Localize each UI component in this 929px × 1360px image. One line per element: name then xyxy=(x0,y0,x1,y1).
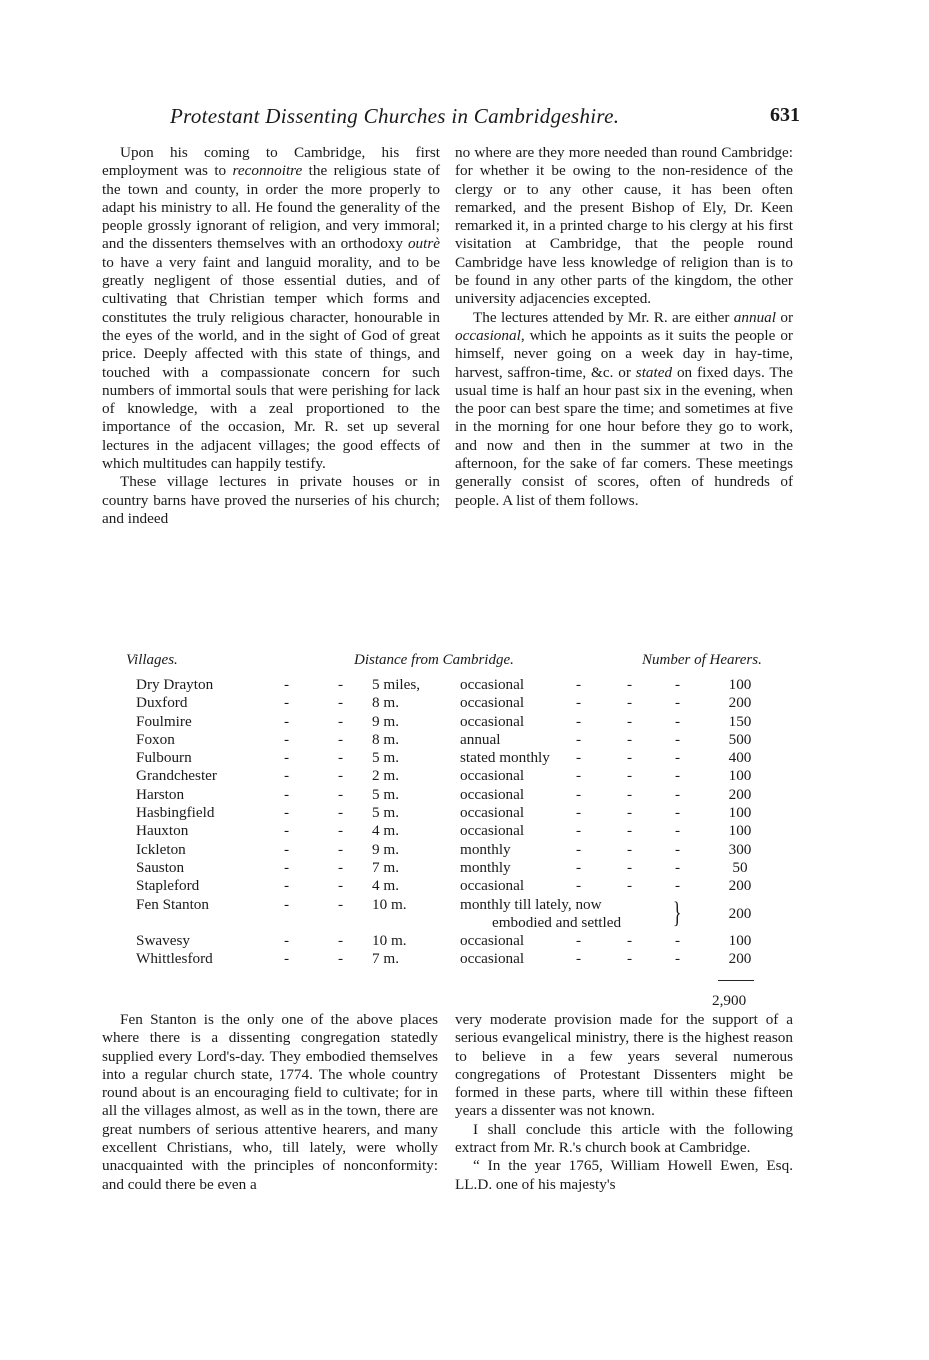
leader-dash: - xyxy=(284,694,290,712)
paragraph: These village lectures in private houses or in country barns have proved the nurseries of his church; and indeed xyxy=(102,473,440,527)
header-villages: Villages. xyxy=(126,652,178,668)
frequency: occasional xyxy=(460,804,525,822)
leader-dash: - xyxy=(675,949,681,967)
table-header xyxy=(122,652,812,676)
leader-dash: - xyxy=(627,694,633,712)
hearers-count: 200 xyxy=(728,949,752,967)
distance: 5 m. xyxy=(372,804,400,822)
frequency: occasional xyxy=(460,694,525,712)
leader-dash: - xyxy=(284,931,290,949)
village-name: Ickleton xyxy=(136,840,186,858)
distance: 2 m. xyxy=(372,767,400,785)
leader-dash: - xyxy=(576,822,582,840)
frequency: occasional xyxy=(460,931,525,949)
leader-dash: - xyxy=(576,931,582,949)
table-row xyxy=(122,694,812,712)
leader-dash: - xyxy=(338,949,344,967)
table-row xyxy=(122,767,812,785)
header-hearers: Number of Hearers. xyxy=(642,652,762,668)
frequency: occasional xyxy=(460,822,525,840)
leader-dash: - xyxy=(284,767,290,785)
frequency: occasional xyxy=(460,767,525,785)
table-row xyxy=(122,731,812,749)
leader-dash: - xyxy=(576,877,582,895)
leader-dash: - xyxy=(284,749,290,767)
leader-dash: - xyxy=(338,730,344,748)
leader-dash: - xyxy=(675,676,681,693)
leader-dash: - xyxy=(338,895,344,913)
leader-dash: - xyxy=(627,931,633,949)
hearers-count: 300 xyxy=(728,840,752,858)
leader-dash: - xyxy=(675,840,681,858)
frequency: monthly xyxy=(460,840,511,858)
hearers-count: 150 xyxy=(728,712,752,730)
hearers-count: 100 xyxy=(728,676,752,693)
leader-dash: - xyxy=(576,840,582,858)
paragraph: I shall conclude this article with the following extract from Mr. R.'s church book at Cambridge. xyxy=(455,1120,793,1157)
paragraph: Fen Stanton is the only one of the above places where there is a dissenting congregation statedly supplied every Lord's-day. They embodied themselves into a regular church state, 1774. The whole country round about is an encouraging field to cultivate; for in all the villages almost, as well as in the town, there are great numbers of serious attentive hearers, and many excellent Christians, who, till lately, were wholly unacquainted with the principles of nonconformity: and could there be even a xyxy=(102,1011,438,1193)
paragraph: very moderate provision made for the support of a serious evangelical ministry, there is the highest reason to believe in a few years several numerous congregations of Protestant Dissenters might be formed in these parts, where till within these fifteen years a dissenter was not known. xyxy=(455,1011,793,1120)
hearers-count: 100 xyxy=(728,804,752,822)
frequency: occasional xyxy=(460,877,525,895)
frequency: occasional xyxy=(460,712,525,730)
leader-dash: - xyxy=(675,730,681,748)
leader-dash: - xyxy=(284,785,290,803)
village-name: Foxon xyxy=(136,730,175,748)
leader-dash: - xyxy=(284,895,290,913)
leader-dash: - xyxy=(627,804,633,822)
table-row xyxy=(122,786,812,804)
leader-dash: - xyxy=(284,822,290,840)
brace-icon: } xyxy=(672,895,682,929)
hearers-count: 50 xyxy=(732,858,748,876)
leader-dash: - xyxy=(675,749,681,767)
leader-dash: - xyxy=(284,730,290,748)
frequency: occasional xyxy=(460,785,525,803)
leader-dash: - xyxy=(284,712,290,730)
hearers-count: 200 xyxy=(728,785,752,803)
leader-dash: - xyxy=(338,877,344,895)
village-name: Fulbourn xyxy=(136,749,192,767)
leader-dash: - xyxy=(627,840,633,858)
leader-dash: - xyxy=(675,877,681,895)
leader-dash: - xyxy=(338,785,344,803)
table-row xyxy=(122,676,812,694)
hearers-count: 100 xyxy=(728,767,752,785)
leader-dash: - xyxy=(627,822,633,840)
column-right-bottom xyxy=(455,1011,793,1194)
leader-dash: - xyxy=(284,676,290,693)
table-row xyxy=(122,713,812,731)
frequency: monthly till lately, now xyxy=(460,895,602,913)
column-left-bottom xyxy=(102,1011,438,1194)
leader-dash: - xyxy=(675,712,681,730)
leader-dash: - xyxy=(576,676,582,693)
table-row xyxy=(122,896,812,932)
distance: 8 m. xyxy=(372,730,400,748)
hearers-count: 200 xyxy=(728,694,752,712)
total-rule xyxy=(718,980,754,981)
village-name: Sauston xyxy=(136,858,185,876)
leader-dash: - xyxy=(576,712,582,730)
leader-dash: - xyxy=(675,858,681,876)
village-name: Dry Drayton xyxy=(136,676,214,693)
village-name: Duxford xyxy=(136,694,188,712)
hearers-count: 100 xyxy=(728,931,752,949)
header-distance: Distance from Cambridge. xyxy=(354,652,514,668)
table-row xyxy=(122,932,812,950)
hearers-count: 400 xyxy=(728,749,752,767)
distance: 9 m. xyxy=(372,712,400,730)
distance: 7 m. xyxy=(372,858,400,876)
leader-dash: - xyxy=(675,694,681,712)
table-row xyxy=(122,859,812,877)
village-name: Hasbingfield xyxy=(136,804,215,822)
frequency: monthly xyxy=(460,858,511,876)
table-row xyxy=(122,749,812,767)
leader-dash: - xyxy=(576,730,582,748)
frequency: occasional xyxy=(460,949,525,967)
leader-dash: - xyxy=(338,767,344,785)
leader-dash: - xyxy=(576,949,582,967)
frequency: annual xyxy=(460,730,501,748)
leader-dash: - xyxy=(627,858,633,876)
leader-dash: - xyxy=(576,785,582,803)
village-name: Fen Stanton xyxy=(136,895,209,913)
column-right-top xyxy=(455,144,793,510)
paragraph: no where are they more needed than round Cambridge: for whether it be owing to the non-residence of the clergy or to any other cause, it has been often remarked, and the present Bishop of Ely, Dr. Keen remarked it, in a printed charge to his clergy at his first visitation at Cambridge, that the people round Cambridge have less knowledge of religion than is to be found in any other parts of the kingdom, the other university adjacencies excepted. xyxy=(455,144,793,308)
paragraph: The lectures attended by Mr. R. are either annual or occasional, which he appoints as it suits the people or himself, never going on a week day in hay-time, harvest, saffron-time, &c. or stated on fixed days. The usual time is half an hour past six in the evening, when the poor can best spare the time; and sometimes at five in the morning for one hour before they go to work, and now and then in the summer at two in the afternoon, for the sake of far comers. These meetings generally consist of scores, often of hundreds of people. A list of them follows. xyxy=(455,308,793,509)
leader-dash: - xyxy=(338,840,344,858)
leader-dash: - xyxy=(576,749,582,767)
distance: 4 m. xyxy=(372,822,400,840)
table-row xyxy=(122,841,812,859)
hearers-total: 2,900 xyxy=(712,992,747,1009)
leader-dash: - xyxy=(675,804,681,822)
distance: 10 m. xyxy=(372,931,407,949)
village-name: Foulmire xyxy=(136,712,192,730)
distance: 9 m. xyxy=(372,840,400,858)
village-name: Whittlesford xyxy=(136,949,213,967)
paragraph: “ In the year 1765, William Howell Ewen, Esq. LL.D. one of his majesty's xyxy=(455,1157,793,1193)
distance: 7 m. xyxy=(372,949,400,967)
hearers-count: 500 xyxy=(728,730,752,748)
leader-dash: - xyxy=(627,730,633,748)
hearers-count: 100 xyxy=(728,822,752,840)
leader-dash: - xyxy=(627,712,633,730)
leader-dash: - xyxy=(338,712,344,730)
leader-dash: - xyxy=(627,767,633,785)
leader-dash: - xyxy=(338,931,344,949)
table-row xyxy=(122,877,812,895)
leader-dash: - xyxy=(284,840,290,858)
leader-dash: - xyxy=(338,694,344,712)
leader-dash: - xyxy=(576,804,582,822)
leader-dash: - xyxy=(675,767,681,785)
leader-dash: - xyxy=(338,858,344,876)
village-lectures-table xyxy=(122,652,812,968)
table-row xyxy=(122,822,812,840)
village-name: Stapleford xyxy=(136,877,200,895)
leader-dash: - xyxy=(284,949,290,967)
village-name: Hauxton xyxy=(136,822,189,840)
leader-dash: - xyxy=(675,931,681,949)
hearers-count: 200 xyxy=(728,904,752,922)
frequency: stated monthly xyxy=(460,749,550,767)
leader-dash: - xyxy=(675,785,681,803)
table-row xyxy=(122,950,812,968)
table-row xyxy=(122,804,812,822)
leader-dash: - xyxy=(675,822,681,840)
leader-dash: - xyxy=(627,749,633,767)
leader-dash: - xyxy=(627,785,633,803)
running-head xyxy=(170,104,800,132)
frequency: occasional xyxy=(460,676,525,693)
page-number: 631 xyxy=(770,104,800,126)
leader-dash: - xyxy=(627,949,633,967)
leader-dash: - xyxy=(576,694,582,712)
leader-dash: - xyxy=(338,749,344,767)
village-name: Swavesy xyxy=(136,931,190,949)
leader-dash: - xyxy=(627,877,633,895)
village-name: Harston xyxy=(136,785,185,803)
leader-dash: - xyxy=(576,858,582,876)
running-title: Protestant Dissenting Churches in Cambridgeshire. xyxy=(170,104,620,128)
distance: 10 m. xyxy=(372,895,407,913)
distance: 5 miles, xyxy=(372,676,421,693)
village-name: Grandchester xyxy=(136,767,217,785)
leader-dash: - xyxy=(284,858,290,876)
distance: 8 m. xyxy=(372,694,400,712)
column-left-top xyxy=(102,144,440,528)
leader-dash: - xyxy=(284,804,290,822)
leader-dash: - xyxy=(338,804,344,822)
distance: 5 m. xyxy=(372,749,400,767)
leader-dash: - xyxy=(338,676,344,693)
distance: 4 m. xyxy=(372,877,400,895)
leader-dash: - xyxy=(576,767,582,785)
leader-dash: - xyxy=(338,822,344,840)
frequency-line2: embodied and settled xyxy=(492,913,622,931)
hearers-count: 200 xyxy=(728,877,752,895)
distance: 5 m. xyxy=(372,785,400,803)
leader-dash: - xyxy=(627,676,633,693)
leader-dash: - xyxy=(284,877,290,895)
paragraph: Upon his coming to Cambridge, his first employment was to reconnoitre the religious state of the town and county, in order the more properly to adapt his ministry to all. He found the generality of the people grossly ignorant of religion, and very immoral; and the dissenters themselves with an orthodoxy outrè to have a very faint and languid morality, and to be greatly negligent of those essential duties, and of cultivating that Christian temper which forms and constitutes the truly religious character, honourable in the eyes of the world, and in the sight of God of great price. Deeply affected with this state of things, and touched with a compassionate concern for such numbers of immortal souls that were perishing for lack of knowledge, with a zeal proportioned to the importance of the occasion, Mr. R. set up several lectures in the adjacent villages; the good effects of which multitudes can happily testify. xyxy=(102,144,441,473)
